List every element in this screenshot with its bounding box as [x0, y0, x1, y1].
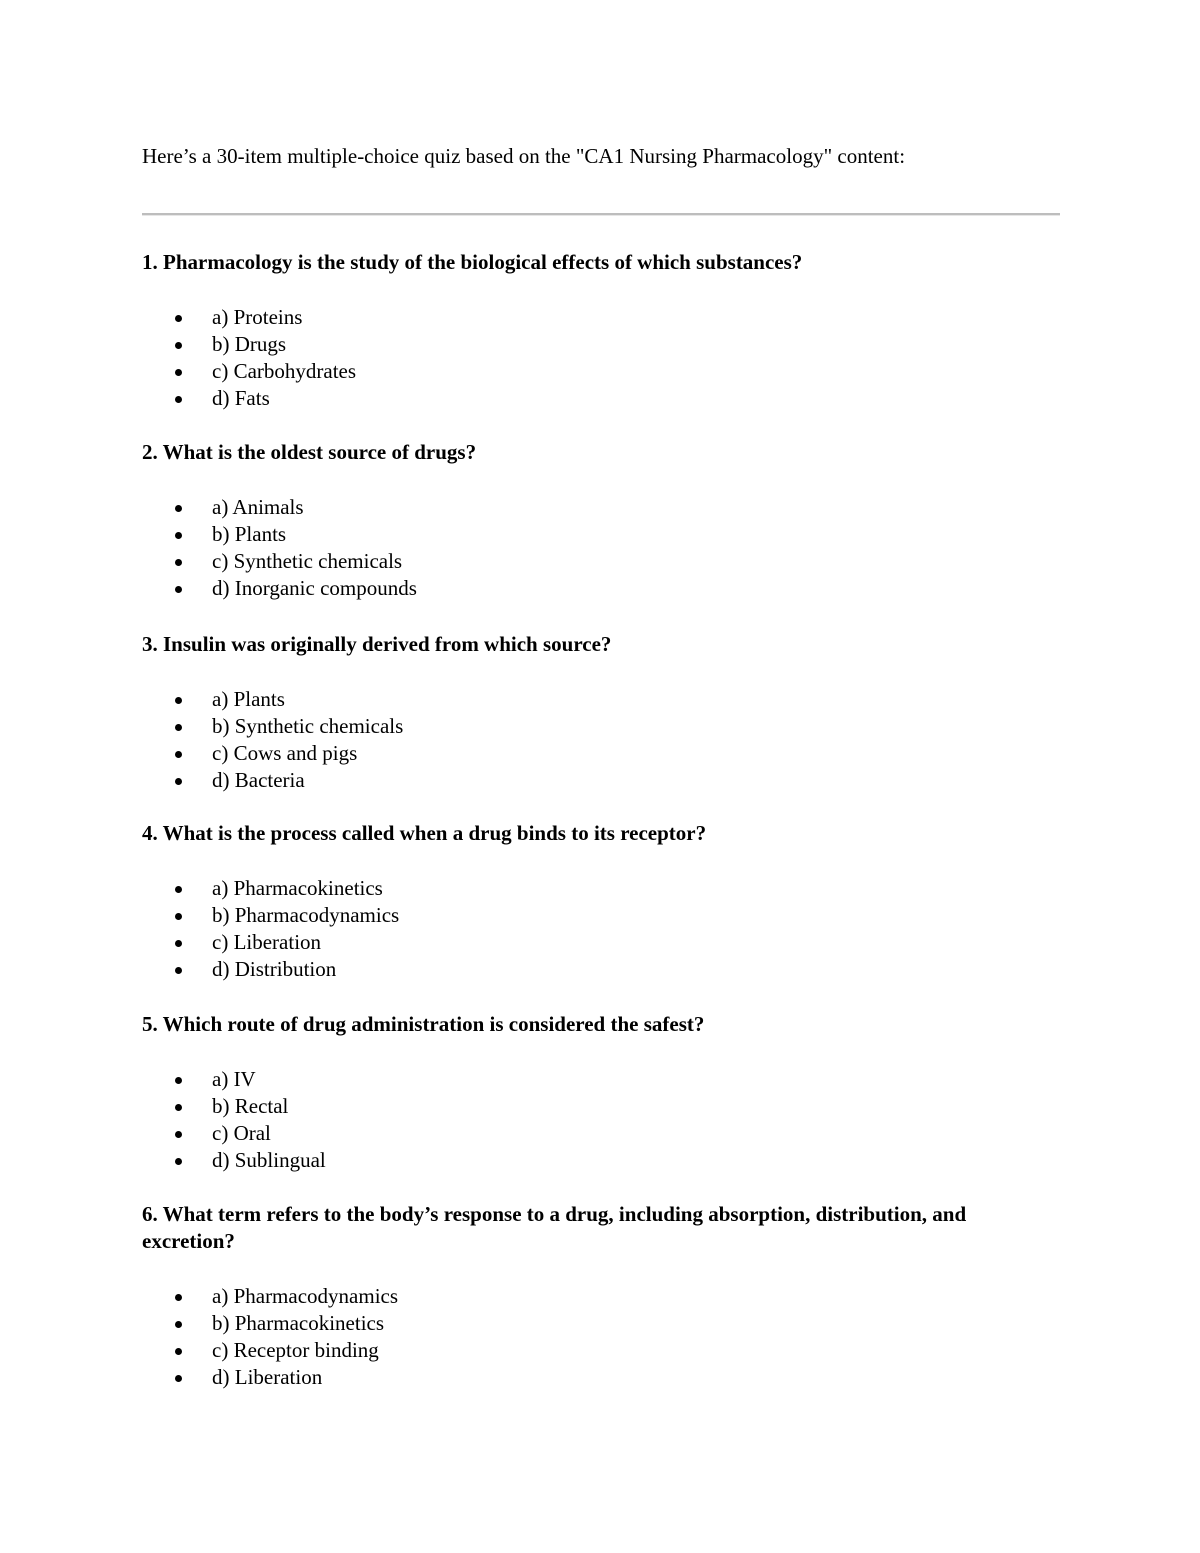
bullet-icon	[175, 586, 182, 593]
question-prompt: Pharmacology is the study of the biological effects of which substances?	[163, 250, 803, 274]
option-item	[142, 521, 1042, 548]
question-text	[142, 820, 1042, 847]
option-item	[142, 1147, 1042, 1174]
bullet-icon	[175, 342, 182, 349]
option-item	[142, 740, 1042, 767]
question-prompt: What is the process called when a drug binds to its receptor?	[162, 821, 707, 845]
bullet-icon	[175, 1104, 182, 1111]
question-number: 3.	[142, 632, 158, 656]
option-item	[142, 713, 1042, 740]
question-number: 1.	[142, 250, 158, 274]
option-item	[142, 1066, 1042, 1093]
option-label: d) Inorganic compounds	[212, 576, 417, 600]
option-label: d) Liberation	[212, 1365, 323, 1389]
option-item	[142, 575, 1042, 602]
question-number: 4.	[142, 821, 158, 845]
bullet-icon	[175, 1158, 182, 1165]
option-item	[142, 1283, 1042, 1310]
bullet-icon	[175, 559, 182, 566]
option-label: b) Synthetic chemicals	[212, 714, 404, 738]
option-label: a) Pharmacokinetics	[212, 876, 383, 900]
option-label: b) Plants	[212, 522, 287, 546]
option-label: c) Carbohydrates	[212, 359, 357, 383]
question-prompt: What term refers to the body’s response to a drug, including absorption, distribution, and excretion?	[142, 1202, 967, 1253]
option-list	[142, 1283, 1042, 1391]
question-text	[142, 631, 1042, 658]
question-text	[142, 1011, 1042, 1038]
question-text	[142, 439, 1042, 466]
bullet-icon	[175, 1294, 182, 1301]
option-item	[142, 767, 1042, 794]
question-2	[142, 439, 1042, 602]
bullet-icon	[175, 315, 182, 322]
option-list	[142, 304, 1042, 412]
bullet-icon	[175, 1348, 182, 1355]
bullet-icon	[175, 778, 182, 785]
option-item	[142, 1093, 1042, 1120]
option-label: c) Receptor binding	[212, 1338, 379, 1362]
bullet-icon	[175, 724, 182, 731]
bullet-icon	[175, 1131, 182, 1138]
bullet-icon	[175, 940, 182, 947]
question-4	[142, 820, 1042, 983]
option-label: b) Drugs	[212, 332, 287, 356]
bullet-icon	[175, 532, 182, 539]
bullet-icon	[175, 886, 182, 893]
option-label: d) Sublingual	[212, 1148, 326, 1172]
bullet-icon	[175, 396, 182, 403]
bullet-icon	[175, 1077, 182, 1084]
question-number: 6.	[142, 1202, 158, 1226]
question-1	[142, 249, 1042, 412]
option-label: a) IV	[212, 1067, 256, 1091]
option-label: b) Pharmacokinetics	[212, 1311, 385, 1335]
intro-text: Here’s a 30-item multiple-choice quiz based on the "CA1 Nursing Pharmacology" content:	[142, 144, 906, 168]
question-3	[142, 631, 1042, 794]
option-item	[142, 304, 1042, 331]
option-item	[142, 548, 1042, 575]
option-label: c) Synthetic chemicals	[212, 549, 403, 573]
option-list	[142, 875, 1042, 983]
question-text	[142, 1201, 1042, 1255]
question-number: 5.	[142, 1012, 158, 1036]
question-5	[142, 1011, 1042, 1174]
option-list	[142, 686, 1042, 794]
option-item	[142, 1337, 1042, 1364]
bullet-icon	[175, 913, 182, 920]
option-label: a) Animals	[212, 495, 304, 519]
option-label: b) Pharmacodynamics	[212, 903, 400, 927]
option-label: c) Oral	[212, 1121, 271, 1145]
option-item	[142, 902, 1042, 929]
option-item	[142, 494, 1042, 521]
question-prompt: What is the oldest source of drugs?	[162, 440, 477, 464]
option-item	[142, 875, 1042, 902]
option-label: a) Proteins	[212, 305, 303, 329]
question-6	[142, 1201, 1042, 1391]
bullet-icon	[175, 967, 182, 974]
option-label: b) Rectal	[212, 1094, 289, 1118]
option-item	[142, 385, 1042, 412]
option-list	[142, 494, 1042, 602]
option-item	[142, 1364, 1042, 1391]
question-number: 2.	[142, 440, 158, 464]
option-item	[142, 331, 1042, 358]
option-item	[142, 1310, 1042, 1337]
bullet-icon	[175, 751, 182, 758]
option-label: d) Bacteria	[212, 768, 305, 792]
option-item	[142, 956, 1042, 983]
option-item	[142, 358, 1042, 385]
option-item	[142, 686, 1042, 713]
option-item	[142, 1120, 1042, 1147]
option-label: d) Distribution	[212, 957, 337, 981]
option-label: a) Plants	[212, 687, 285, 711]
question-text	[142, 249, 1042, 276]
option-item	[142, 929, 1042, 956]
question-prompt: Insulin was originally derived from which source?	[163, 632, 612, 656]
bullet-icon	[175, 369, 182, 376]
option-label: c) Liberation	[212, 930, 322, 954]
bullet-icon	[175, 505, 182, 512]
bullet-icon	[175, 697, 182, 704]
bullet-icon	[175, 1375, 182, 1382]
horizontal-rule	[142, 213, 1060, 216]
option-label: c) Cows and pigs	[212, 741, 358, 765]
option-list	[142, 1066, 1042, 1174]
bullet-icon	[175, 1321, 182, 1328]
option-label: a) Pharmacodynamics	[212, 1284, 399, 1308]
option-label: d) Fats	[212, 386, 270, 410]
question-prompt: Which route of drug administration is considered the safest?	[162, 1012, 705, 1036]
